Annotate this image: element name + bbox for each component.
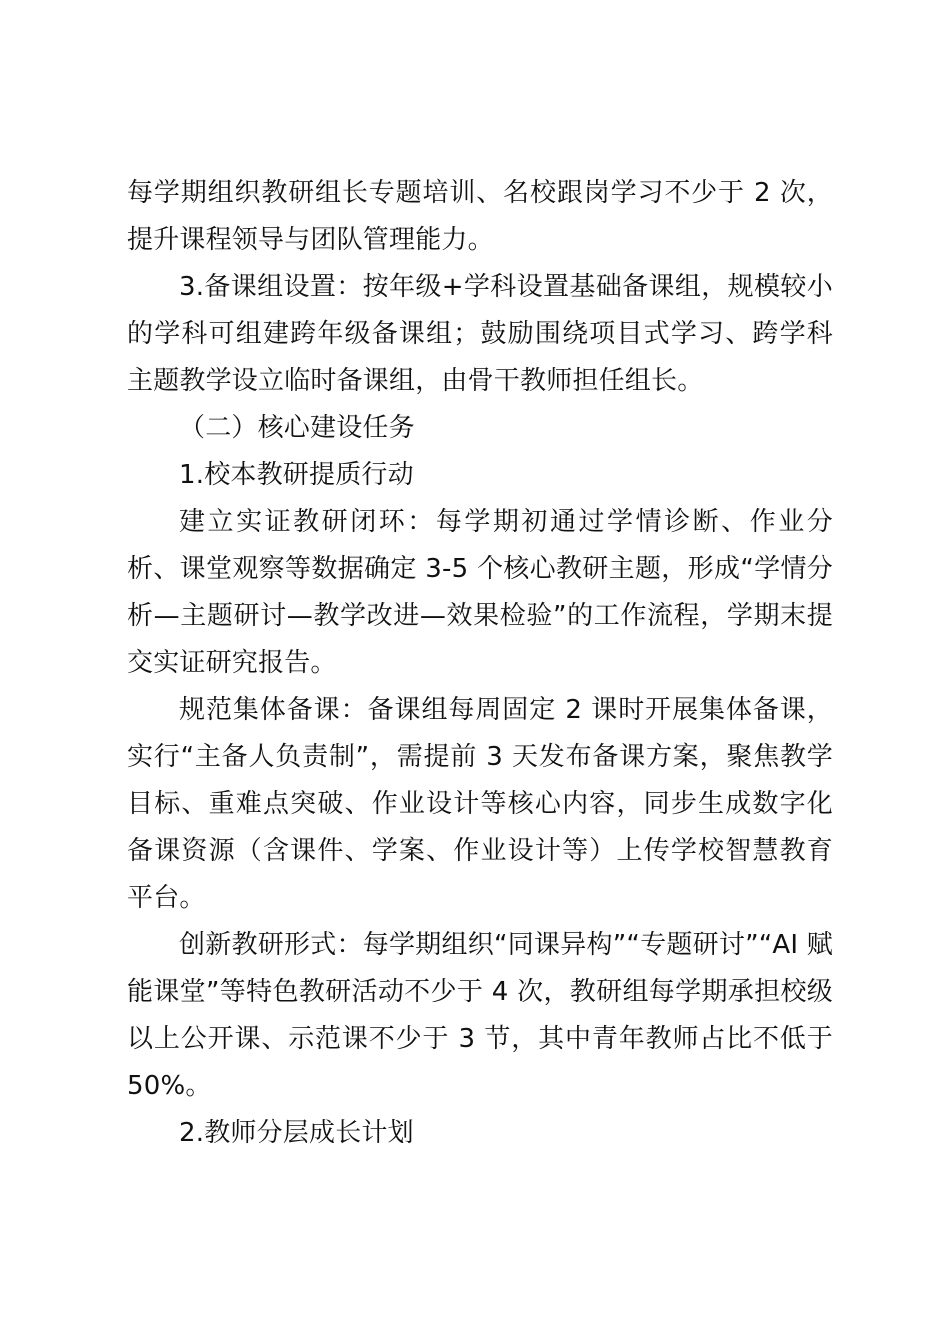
paragraph-lesson-group-setup: 3.备课组设置：按年级+学科设置基础备课组，规模较小的学科可组建跨年级备课组；鼓励围绕项目式学习、跨学科主题教学设立临时备课组，由骨干教师担任组长。 <box>127 272 833 396</box>
section-heading-core-tasks: （二）核心建设任务 <box>179 413 415 443</box>
paragraph-evidence-research: 建立实证教研闭环：每学期初通过学情诊断、作业分析、课堂观察等数据确定 3-5 个核心教研主题，形成“学情分析—主题研讨—教学改进—效果检验”的工作流程，学期末提交实证研究报告。 <box>127 507 833 678</box>
paragraph-continuation: 每学期组织教研组长专题培训、名校跟岗学习不少于 2 次，提升课程领导与团队管理能力。 <box>127 178 833 255</box>
subheading-teacher-growth: 2.教师分层成长计划 <box>179 1118 414 1148</box>
paragraph-collective-lesson-prep: 规范集体备课：备课组每周固定 2 课时开展集体备课，实行“主备人负责制”，需提前 3 天发布备课方案，聚焦教学目标、重难点突破、作业设计等核心内容，同步生成数字化备课资源（含课件、学案、作业设计等）上传学校智慧教育平台。 <box>127 695 833 913</box>
document-body <box>127 170 833 1157</box>
paragraph-innovative-forms: 创新教研形式：每学期组织“同课异构”“专题研讨”“AI 赋能课堂”等特色教研活动不少于 4 次，教研组每学期承担校级以上公开课、示范课不少于 3 节，其中青年教师占比不低于 50%。 <box>127 930 833 1101</box>
subheading-school-research: 1.校本教研提质行动 <box>179 460 414 490</box>
